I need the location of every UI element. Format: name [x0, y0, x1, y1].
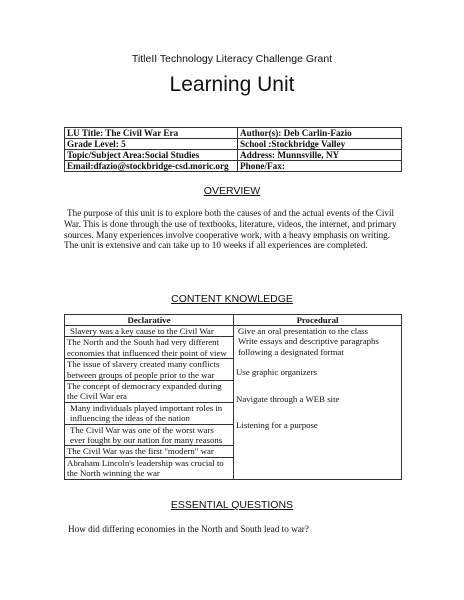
- topic-cell: Topic/Subject Area:Social Studies: [65, 150, 238, 161]
- school-cell: School :Stockbridge Valley: [238, 139, 402, 150]
- procedural-item: Write essays and descriptive paragraphs following a designated format: [238, 336, 379, 357]
- essential-questions-heading: ESSENTIAL QUESTIONS: [170, 499, 294, 511]
- info-row: [65, 161, 402, 172]
- declarative-item: The North and the South had very different economies that influenced their point of view: [65, 337, 233, 359]
- lu-title-cell: LU Title: The Civil War Era: [65, 128, 238, 139]
- authors-cell: Author(s): Deb Carlin-Fazio: [238, 128, 402, 139]
- declarative-item: The issue of slavery created many conflicts between groups of people prior to the war: [65, 359, 233, 381]
- declarative-item: Slavery was a key cause to the Civil War: [65, 326, 233, 337]
- info-row: [65, 139, 402, 150]
- procedural-item: Use graphic organizers: [236, 367, 317, 378]
- procedural-header: Procedural: [234, 315, 402, 326]
- unit-title: Learning Unit: [169, 73, 295, 96]
- grade-level-cell: Grade Level: 5: [65, 139, 238, 150]
- procedural-item: Listening for a purpose: [236, 420, 318, 431]
- declarative-item: The concept of democracy expanded during the Civil War era: [65, 381, 233, 403]
- content-knowledge-table: [64, 314, 402, 480]
- procedural-item: Navigate through a WEB site: [236, 393, 340, 404]
- declarative-item: The Civil War was one of the worst wars ever fought by our nation for many reasons: [65, 425, 233, 447]
- declarative-header: Declarative: [65, 315, 234, 326]
- overview-text: The purpose of this unit is to explore both the causes of and the actual events of the Civil War. This is done through the use of textbooks, literature, videos, the internet, and primary sources. Many experiences involve cooperative work, with a heavy emphasis on writing. The unit is extensive and can take up to 10 weeks if all experiences are completed.: [64, 208, 397, 251]
- declarative-column: [65, 326, 234, 480]
- info-row: [65, 150, 402, 161]
- ck-body-row: [65, 326, 402, 480]
- declarative-item: Abraham Lincoln's leadership was crucial to the North winning the war: [67, 457, 224, 479]
- grant-title: TitleII Technology Literacy Challenge Grant: [131, 53, 333, 65]
- content-knowledge-heading: CONTENT KNOWLEDGE: [171, 293, 293, 305]
- email-cell: Email:dfazio@stockbridge-csd.moric.org: [65, 161, 238, 172]
- overview-heading: OVERVIEW: [203, 185, 261, 197]
- address-cell: Address: Munnsville, NY: [238, 150, 402, 161]
- essential-question: How did differing economies in the North and South lead to war?: [68, 524, 309, 534]
- ck-header-row: [65, 315, 402, 326]
- procedural-column: [234, 326, 402, 480]
- declarative-item: The Civil War was the first "modern" war: [65, 446, 233, 457]
- info-row: [65, 128, 402, 139]
- phone-cell: Phone/Fax:: [238, 161, 402, 172]
- procedural-item: Give an oral presentation to the class: [238, 326, 368, 336]
- unit-info-table: [64, 127, 402, 172]
- declarative-item: Many individuals played important roles in influencing the ideas of the nation: [65, 403, 233, 425]
